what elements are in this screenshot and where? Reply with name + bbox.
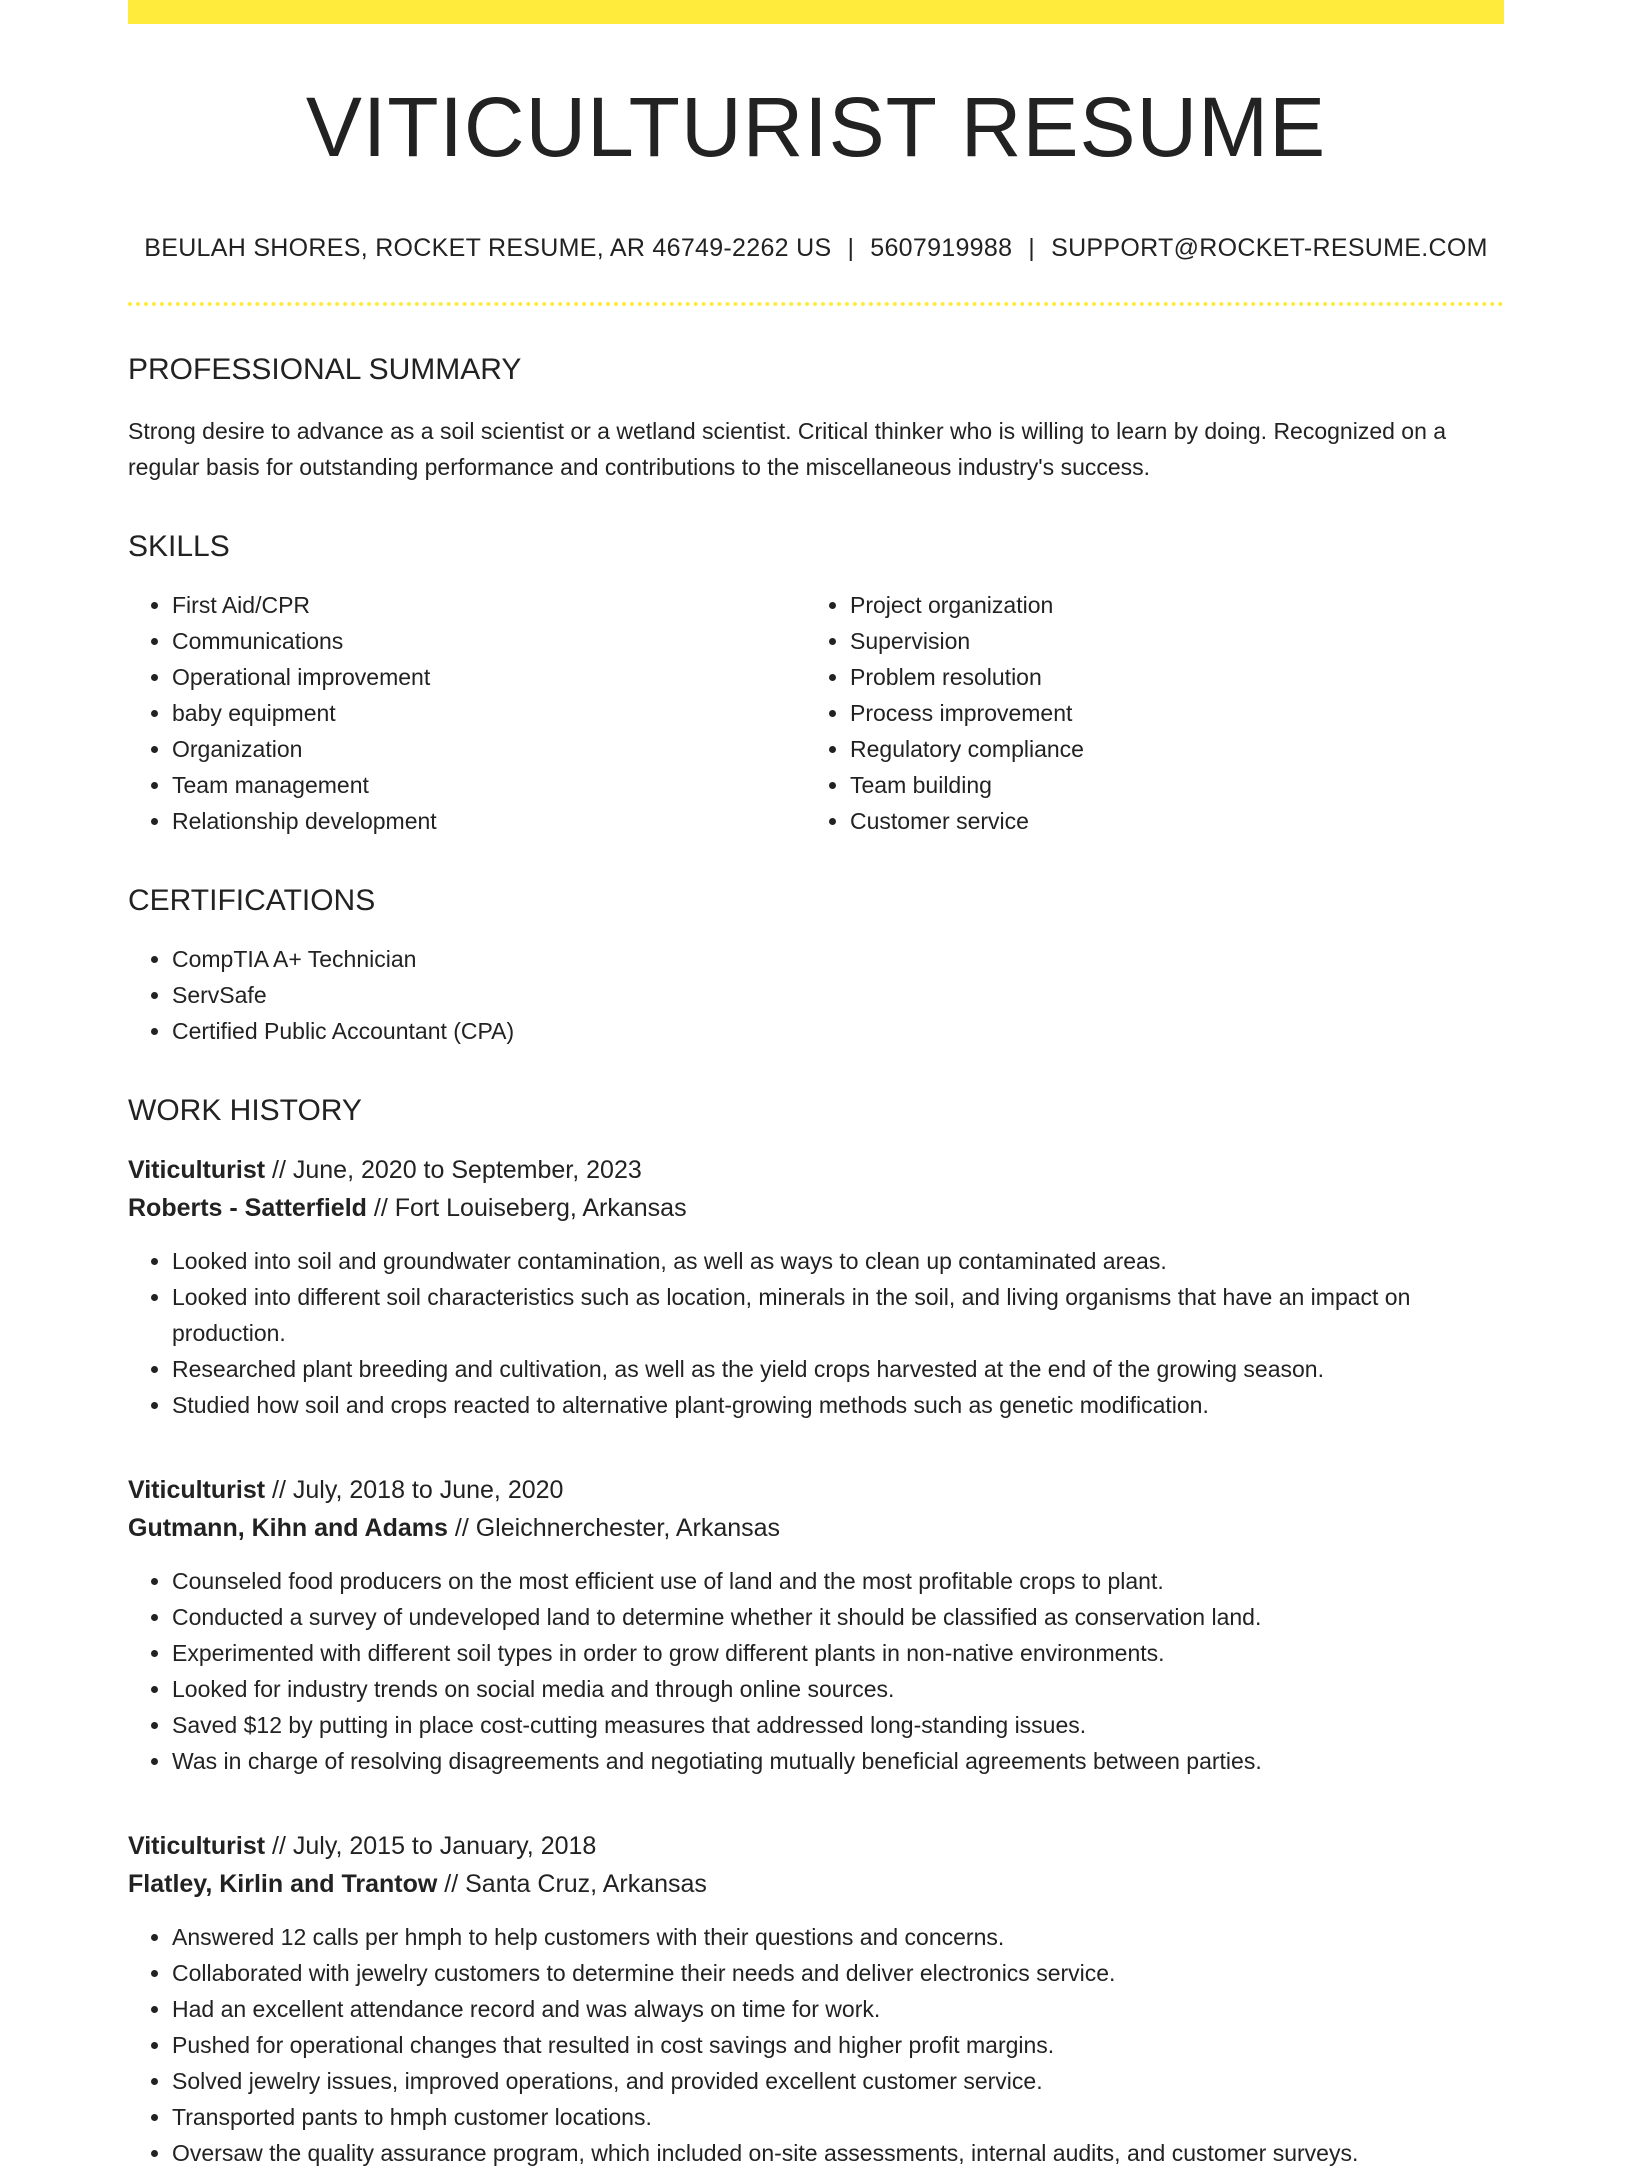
work-history-heading: WORK HISTORY <box>128 1094 362 1127</box>
skills-heading: SKILLS <box>128 530 230 563</box>
certifications-list <box>128 941 1504 1049</box>
job-dates: June, 2020 to September, 2023 <box>292 1156 642 1184</box>
job-bullet: • Looked for industry trends on social media and through online sources. <box>172 1671 1504 1707</box>
job-title-line <box>128 1827 1504 1865</box>
skill-item: • Problem resolution <box>850 659 1484 695</box>
summary-section <box>128 352 1504 485</box>
skill-item: • Organization <box>172 731 806 767</box>
job-bullet: • Transported pants to hmph customer locations. <box>172 2099 1504 2135</box>
job-bullet: • Oversaw the quality assurance program, which included on-site assessments, internal audits, and customer surveys. <box>172 2135 1504 2171</box>
skill-item: • Team management <box>172 767 806 803</box>
job-location: Gleichnerchester, Arkansas <box>475 1514 781 1542</box>
job-title: Viticulturist <box>128 1156 266 1184</box>
job-title-line <box>128 1151 1504 1189</box>
job-title: Viticulturist <box>128 1832 266 1860</box>
job-separator: // <box>454 1514 469 1542</box>
job-location: Santa Cruz, Arkansas <box>465 1870 707 1898</box>
page-title: VITICULTURIST RESUME <box>305 80 1327 174</box>
summary-text: Strong desire to advance as a soil scientist or a wetland scientist. Critical thinker who is willing to learn by doing. Recognized on a regular basis for outstanding performance and contributions to the miscellaneous industry's success. <box>128 418 1447 480</box>
job-entry <box>128 1151 1504 1423</box>
job-bullets <box>128 1243 1504 1423</box>
skills-section <box>128 529 1504 839</box>
skill-item: • Process improvement <box>850 695 1484 731</box>
skill-item: • Customer service <box>850 803 1484 839</box>
job-bullet: • Researched plant breeding and cultivation, as well as the yield crops harvested at the end of the growing season. <box>172 1351 1504 1387</box>
job-bullet: • Pushed for operational changes that resulted in cost savings and higher profit margins. <box>172 2027 1504 2063</box>
contact-phone: 5607919988 <box>870 234 1013 262</box>
job-location: Fort Louiseberg, Arkansas <box>394 1194 687 1222</box>
job-dates: July, 2018 to June, 2020 <box>292 1476 564 1504</box>
job-bullet: • Studied how soil and crops reacted to alternative plant-growing methods such as genetic modification. <box>172 1387 1504 1423</box>
job-bullet: • Answered 12 calls per hmph to help customers with their questions and concerns. <box>172 1919 1504 1955</box>
skill-item: • First Aid/CPR <box>172 587 806 623</box>
certification-item: • ServSafe <box>172 977 1504 1013</box>
job-title-line <box>128 1471 1504 1509</box>
job-company: Gutmann, Kihn and Adams <box>128 1514 448 1542</box>
job-company-line <box>128 1865 1504 1903</box>
job-company: Flatley, Kirlin and Trantow <box>128 1870 438 1898</box>
job-separator: // <box>444 1870 459 1898</box>
certification-item: • Certified Public Accountant (CPA) <box>172 1013 1504 1049</box>
job-bullet: • Was in charge of resolving disagreements and negotiating mutually beneficial agreements between parties. <box>172 1743 1504 1779</box>
skill-item: • Team building <box>850 767 1484 803</box>
job-bullet: • Had an excellent attendance record and was always on time for work. <box>172 1991 1504 2027</box>
job-separator: // <box>272 1832 286 1860</box>
skill-item: • baby equipment <box>172 695 806 731</box>
certifications-section <box>128 883 1504 1049</box>
job-bullet: • Experimented with different soil types in order to grow different plants in non-native environments. <box>172 1635 1504 1671</box>
job-separator: // <box>272 1476 286 1504</box>
skill-item: • Operational improvement <box>172 659 806 695</box>
skills-list-right <box>806 587 1484 839</box>
certification-item: • CompTIA A+ Technician <box>172 941 1504 977</box>
job-bullets <box>128 1563 1504 1779</box>
job-bullet: • Looked into different soil characteristics such as location, minerals in the soil, and living organisms that have an impact on production. <box>172 1279 1504 1351</box>
contact-email: SUPPORT@ROCKET-RESUME.COM <box>1051 234 1488 262</box>
job-bullets <box>128 1919 1504 2171</box>
job-bullet: • Looked into soil and groundwater contamination, as well as ways to clean up contaminated areas. <box>172 1243 1504 1279</box>
certifications-heading: CERTIFICATIONS <box>128 884 376 917</box>
summary-heading: PROFESSIONAL SUMMARY <box>128 353 522 386</box>
work-history-section <box>128 1093 1504 2171</box>
contact-separator: | <box>847 234 855 262</box>
skill-item: • Communications <box>172 623 806 659</box>
dotted-divider <box>128 302 1504 306</box>
skills-columns <box>128 587 1504 839</box>
job-separator: // <box>272 1156 286 1184</box>
job-bullet: • Collaborated with jewelry customers to determine their needs and deliver electronics service. <box>172 1955 1504 1991</box>
skills-list-left <box>128 587 806 839</box>
job-bullet: • Saved $12 by putting in place cost-cutting measures that addressed long-standing issues. <box>172 1707 1504 1743</box>
job-entry <box>128 1471 1504 1779</box>
contact-address: BEULAH SHORES, ROCKET RESUME, AR 46749-2262 US <box>144 234 832 262</box>
job-company-line <box>128 1189 1504 1227</box>
job-bullet: • Counseled food producers on the most efficient use of land and the most profitable crops to plant. <box>172 1563 1504 1599</box>
skill-item: • Supervision <box>850 623 1484 659</box>
contact-separator: | <box>1028 234 1036 262</box>
job-bullet: • Solved jewelry issues, improved operations, and provided excellent customer service. <box>172 2063 1504 2099</box>
job-separator: // <box>373 1194 388 1222</box>
job-bullet: • Conducted a survey of undeveloped land to determine whether it should be classified as conservation land. <box>172 1599 1504 1635</box>
job-company-line <box>128 1509 1504 1547</box>
job-company: Roberts - Satterfield <box>128 1194 367 1222</box>
skill-item: • Project organization <box>850 587 1484 623</box>
job-dates: July, 2015 to January, 2018 <box>292 1832 597 1860</box>
resume-content <box>128 0 1504 2171</box>
job-title: Viticulturist <box>128 1476 266 1504</box>
contact-line <box>128 232 1504 264</box>
skill-item: • Relationship development <box>172 803 806 839</box>
job-entry <box>128 1827 1504 2171</box>
skill-item: • Regulatory compliance <box>850 731 1484 767</box>
